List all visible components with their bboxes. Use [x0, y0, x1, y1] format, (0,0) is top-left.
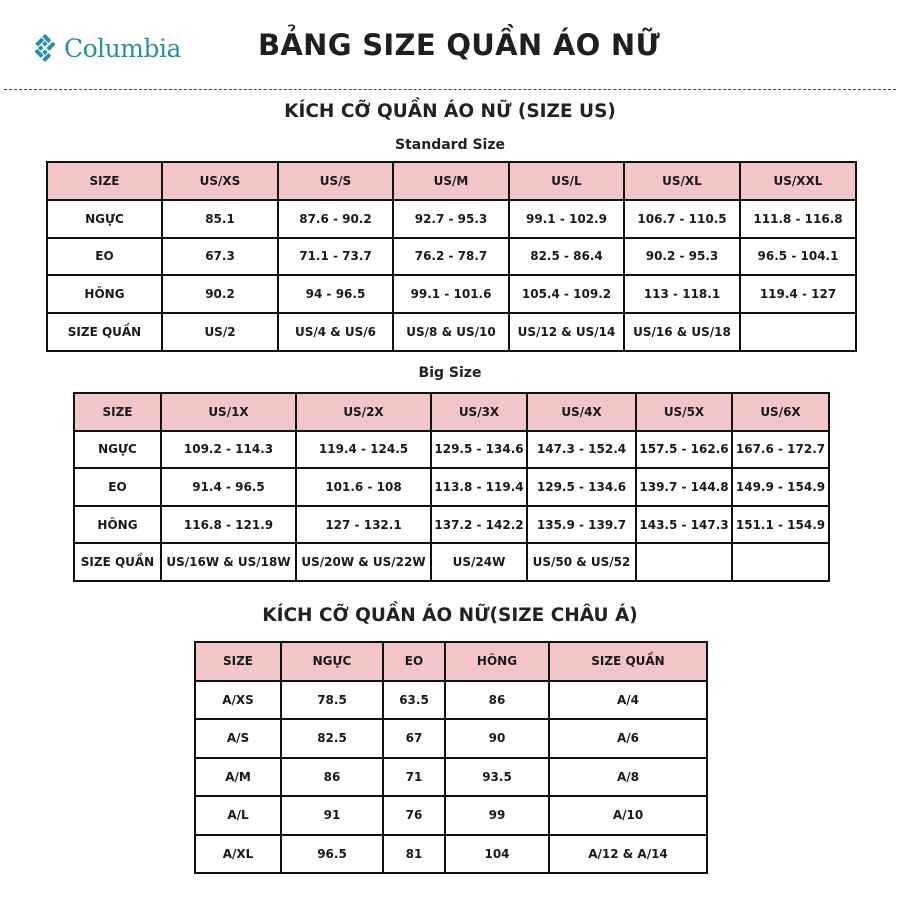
table-row	[74, 431, 829, 469]
table-cell: US/8 & US/10	[393, 313, 509, 351]
asia-size-table	[194, 641, 708, 874]
table-cell: US/20W & US/22W	[296, 543, 431, 581]
table-cell: 135.9 - 139.7	[527, 506, 636, 544]
table-cell: 90.2 - 95.3	[624, 238, 740, 276]
row-label: HÔNG	[47, 275, 162, 313]
column-header: US/S	[278, 162, 393, 200]
table-cell: 113.8 - 119.4	[431, 468, 527, 506]
big-size-table	[73, 392, 830, 582]
table-header-row	[195, 642, 707, 681]
table-cell: 113 - 118.1	[624, 275, 740, 313]
table-cell: 91.4 - 96.5	[161, 468, 296, 506]
column-header: US/2X	[296, 393, 431, 431]
table-cell: 129.5 - 134.6	[527, 468, 636, 506]
asia-section-title: KÍCH CỠ QUẦN ÁO NỮ(SIZE CHÂU Á)	[262, 605, 638, 626]
column-header: US/L	[509, 162, 624, 200]
table-header-row	[74, 393, 829, 431]
row-label: A/L	[195, 796, 281, 835]
row-label: A/XL	[195, 835, 281, 874]
column-header: EO	[383, 642, 445, 681]
table-cell: 119.4 - 124.5	[296, 431, 431, 469]
table-cell: US/16W & US/18W	[161, 543, 296, 581]
table-cell: 86	[281, 758, 383, 797]
table-cell: 90	[445, 719, 549, 758]
table-cell: 127 - 132.1	[296, 506, 431, 544]
table-row	[195, 796, 707, 835]
table-cell: A/10	[549, 796, 707, 835]
table-cell: 71	[383, 758, 445, 797]
page-title: BẢNG SIZE QUẦN ÁO NỮ	[258, 28, 661, 62]
table-row	[47, 200, 856, 238]
table-cell	[636, 543, 732, 581]
table-cell: 105.4 - 109.2	[509, 275, 624, 313]
standard-size-subtitle: Standard Size	[395, 137, 505, 153]
table-cell: 96.5	[281, 835, 383, 874]
table-cell: A/8	[549, 758, 707, 797]
table-cell: 82.5 - 86.4	[509, 238, 624, 276]
column-header: US/1X	[161, 393, 296, 431]
standard-size-table	[46, 161, 857, 352]
table-cell: US/24W	[431, 543, 527, 581]
row-label: EO	[74, 468, 161, 506]
table-cell: 129.5 - 134.6	[431, 431, 527, 469]
table-cell: US/16 & US/18	[624, 313, 740, 351]
table-cell: 76.2 - 78.7	[393, 238, 509, 276]
table-cell: 139.7 - 144.8	[636, 468, 732, 506]
table-cell: 90.2	[162, 275, 278, 313]
table-cell: 82.5	[281, 719, 383, 758]
table-cell: US/2	[162, 313, 278, 351]
column-header: US/3X	[431, 393, 527, 431]
column-header: SIZE	[47, 162, 162, 200]
table-cell	[732, 543, 829, 581]
table-cell	[740, 313, 856, 351]
row-label: SIZE QUẦN	[74, 543, 161, 581]
table-cell: 63.5	[383, 681, 445, 720]
table-cell: 116.8 - 121.9	[161, 506, 296, 544]
column-header: US/XL	[624, 162, 740, 200]
table-cell: 111.8 - 116.8	[740, 200, 856, 238]
table-cell: 99.1 - 102.9	[509, 200, 624, 238]
column-header: US/XS	[162, 162, 278, 200]
table-cell: 106.7 - 110.5	[624, 200, 740, 238]
row-label: A/M	[195, 758, 281, 797]
table-row	[74, 543, 829, 581]
us-section-title: KÍCH CỠ QUẦN ÁO NỮ (SIZE US)	[284, 101, 616, 122]
table-cell: 71.1 - 73.7	[278, 238, 393, 276]
table-cell: 119.4 - 127	[740, 275, 856, 313]
table-row	[47, 275, 856, 313]
column-header: US/M	[393, 162, 509, 200]
columbia-diamond-icon	[28, 31, 62, 65]
table-row	[74, 506, 829, 544]
table-cell: 149.9 - 154.9	[732, 468, 829, 506]
big-size-subtitle: Big Size	[418, 365, 482, 381]
column-header: NGỰC	[281, 642, 383, 681]
table-cell: 109.2 - 114.3	[161, 431, 296, 469]
table-cell: 85.1	[162, 200, 278, 238]
table-cell: 143.5 - 147.3	[636, 506, 732, 544]
table-cell: A/12 & A/14	[549, 835, 707, 874]
column-header: US/4X	[527, 393, 636, 431]
column-header: US/6X	[732, 393, 829, 431]
table-cell: 76	[383, 796, 445, 835]
table-row	[195, 835, 707, 874]
table-cell: 104	[445, 835, 549, 874]
column-header: SIZE QUẦN	[549, 642, 707, 681]
table-cell: 147.3 - 152.4	[527, 431, 636, 469]
table-cell: 81	[383, 835, 445, 874]
table-row	[74, 468, 829, 506]
table-cell: 92.7 - 95.3	[393, 200, 509, 238]
brand-name: Columbia	[64, 33, 181, 63]
column-header: HÔNG	[445, 642, 549, 681]
table-cell: 167.6 - 172.7	[732, 431, 829, 469]
row-label: EO	[47, 238, 162, 276]
table-cell: 137.2 - 142.2	[431, 506, 527, 544]
table-row	[47, 238, 856, 276]
table-header-row	[47, 162, 856, 200]
table-row	[195, 758, 707, 797]
table-cell: 99.1 - 101.6	[393, 275, 509, 313]
row-label: SIZE QUẦN	[47, 313, 162, 351]
table-cell: 87.6 - 90.2	[278, 200, 393, 238]
table-cell: 86	[445, 681, 549, 720]
divider	[4, 89, 896, 90]
table-cell: US/50 & US/52	[527, 543, 636, 581]
table-cell: 99	[445, 796, 549, 835]
table-row	[195, 719, 707, 758]
table-cell: 101.6 - 108	[296, 468, 431, 506]
table-cell: A/6	[549, 719, 707, 758]
table-cell: A/4	[549, 681, 707, 720]
table-cell: 93.5	[445, 758, 549, 797]
table-row	[47, 313, 856, 351]
table-cell: US/12 & US/14	[509, 313, 624, 351]
table-cell: 151.1 - 154.9	[732, 506, 829, 544]
row-label: NGỰC	[74, 431, 161, 469]
table-cell: 67	[383, 719, 445, 758]
table-cell: 96.5 - 104.1	[740, 238, 856, 276]
row-label: NGỰC	[47, 200, 162, 238]
row-label: A/XS	[195, 681, 281, 720]
table-row	[195, 681, 707, 720]
table-cell: US/4 & US/6	[278, 313, 393, 351]
table-cell: 94 - 96.5	[278, 275, 393, 313]
table-cell: 67.3	[162, 238, 278, 276]
row-label: A/S	[195, 719, 281, 758]
column-header: SIZE	[74, 393, 161, 431]
row-label: HÔNG	[74, 506, 161, 544]
column-header: SIZE	[195, 642, 281, 681]
column-header: US/5X	[636, 393, 732, 431]
table-cell: 157.5 - 162.6	[636, 431, 732, 469]
column-header: US/XXL	[740, 162, 856, 200]
table-cell: 91	[281, 796, 383, 835]
brand-logo	[28, 30, 181, 66]
table-cell: 78.5	[281, 681, 383, 720]
